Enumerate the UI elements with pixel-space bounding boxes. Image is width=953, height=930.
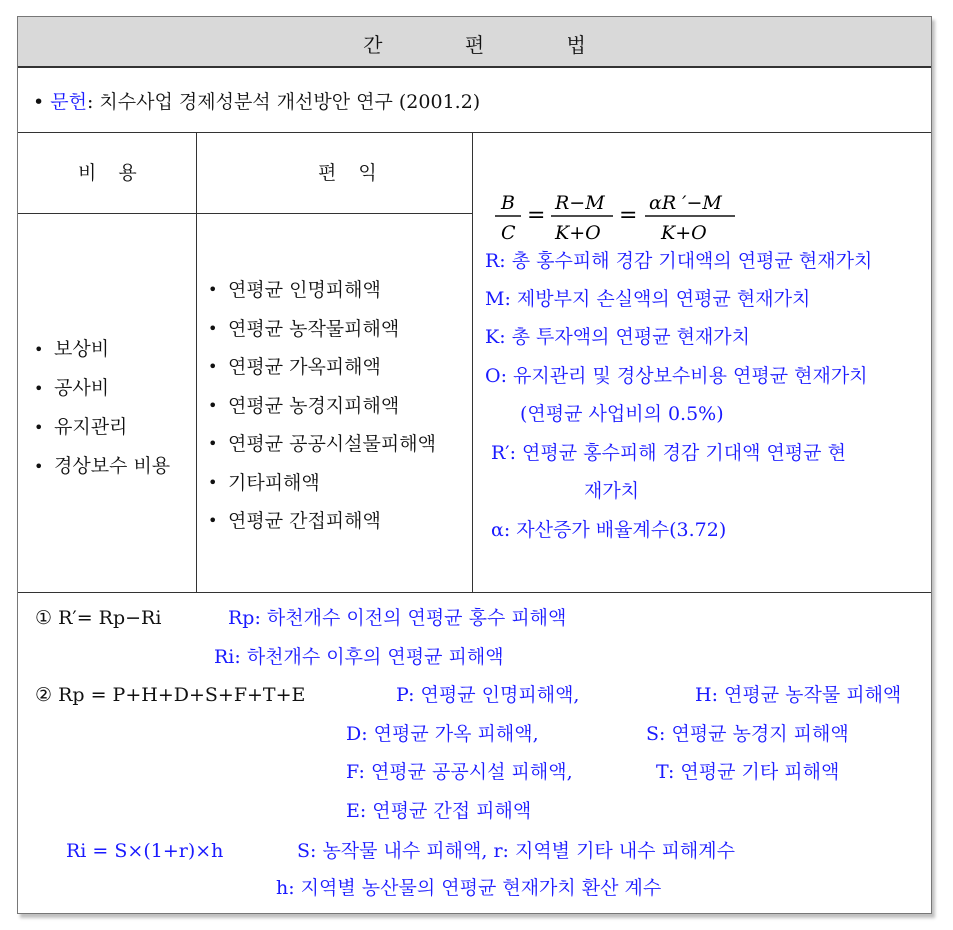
definition-r-prime-cont: 재가치 xyxy=(584,480,640,502)
note-2-e: E: 연평균 간접 피해액 xyxy=(346,800,532,822)
note-1-ri: Ri: 하천개수 이후의 연평균 피해액 xyxy=(214,646,504,668)
benefit-column-header: 편 익 xyxy=(318,162,385,184)
benefit-item: • 기타피해액 xyxy=(206,464,436,503)
cost-item: • 유지관리 xyxy=(32,408,170,447)
benefit-list xyxy=(206,271,436,541)
title-bar xyxy=(18,17,931,68)
reference-bullet: • xyxy=(33,91,45,113)
divider-reference xyxy=(18,132,931,133)
benefit-item: • 연평균 간접피해액 xyxy=(206,502,436,541)
note-2-f: F: 연평균 공공시설 피해액, xyxy=(346,761,573,783)
divider-col1 xyxy=(196,133,197,592)
benefit-item: • 연평균 농경지피해액 xyxy=(206,387,436,426)
note-1-rp: Rp: 하천개수 이전의 연평균 홍수 피해액 xyxy=(228,607,567,629)
definition-o: O: 유지관리 및 경상보수비용 연평균 현재가치 xyxy=(485,365,868,387)
cost-item: • 공사비 xyxy=(32,369,170,408)
note-2-t: T: 연평균 기타 피해액 xyxy=(656,761,840,783)
table-title: 간 편 법 xyxy=(363,33,624,57)
cost-column-header: 비 용 xyxy=(78,162,145,184)
note-3: Ri = S×(1+r)×h xyxy=(66,840,224,862)
note-3-h: h: 지역별 농산물의 연평균 현재가치 환산 계수 xyxy=(276,877,662,899)
reference-line xyxy=(33,90,480,114)
reference-label: 문헌 xyxy=(50,91,87,113)
formula-equals-1: = xyxy=(527,203,546,228)
formula-lhs-num: B xyxy=(501,192,515,214)
note-3-s: S: 농작물 내수 피해액, r: 지역별 기타 내수 피해계수 xyxy=(297,840,735,862)
note-2-p: P: 연평균 인명피해액, xyxy=(396,684,580,706)
divider-notes xyxy=(18,592,931,593)
method-table xyxy=(17,16,932,914)
benefit-item: • 연평균 가옥피해액 xyxy=(206,348,436,387)
divider-header xyxy=(18,213,472,214)
formula-mid-num: R−M xyxy=(555,192,605,214)
bc-ratio-formula xyxy=(491,187,751,245)
definition-m: M: 제방부지 손실액의 연평균 현재가치 xyxy=(485,288,811,310)
note-2-d: D: 연평균 가옥 피해액, xyxy=(346,723,539,745)
note-1: ① R′= Rp−Ri xyxy=(35,607,162,629)
benefit-item: • 연평균 공공시설물피해액 xyxy=(206,425,436,464)
note-2-h: H: 연평균 농작물 피해액 xyxy=(695,684,902,706)
note-2-s: S: 연평균 농경지 피해액 xyxy=(646,723,849,745)
definition-o-note: (연평균 사업비의 0.5%) xyxy=(520,403,724,425)
formula-rhs-den: K+O xyxy=(661,222,707,244)
benefit-item: • 연평균 농작물피해액 xyxy=(206,310,436,349)
note-2: ② Rp = P+H+D+S+F+T+E xyxy=(35,684,306,706)
divider-col2 xyxy=(472,133,473,592)
definition-alpha: α: 자산증가 배율계수(3.72) xyxy=(491,519,727,541)
formula-equals-2: = xyxy=(619,203,638,228)
definition-k: K: 총 투자액의 연평균 현재가치 xyxy=(485,326,751,348)
cost-item: • 경상보수 비용 xyxy=(32,447,170,486)
cost-list xyxy=(32,330,170,486)
definition-r-prime: R′: 연평균 홍수피해 경감 기대액 연평균 현 xyxy=(491,442,846,464)
formula-rhs-num: αR ′−M xyxy=(649,192,722,214)
formula-lhs-den: C xyxy=(501,222,516,244)
cost-item: • 보상비 xyxy=(32,330,170,369)
benefit-item: • 연평균 인명피해액 xyxy=(206,271,436,310)
formula-mid-den: K+O xyxy=(555,222,601,244)
reference-text: : 치수사업 경제성분석 개선방안 연구 (2001.2) xyxy=(86,91,481,113)
definition-r: R: 총 홍수피해 경감 기대액의 연평균 현재가치 xyxy=(485,250,873,272)
